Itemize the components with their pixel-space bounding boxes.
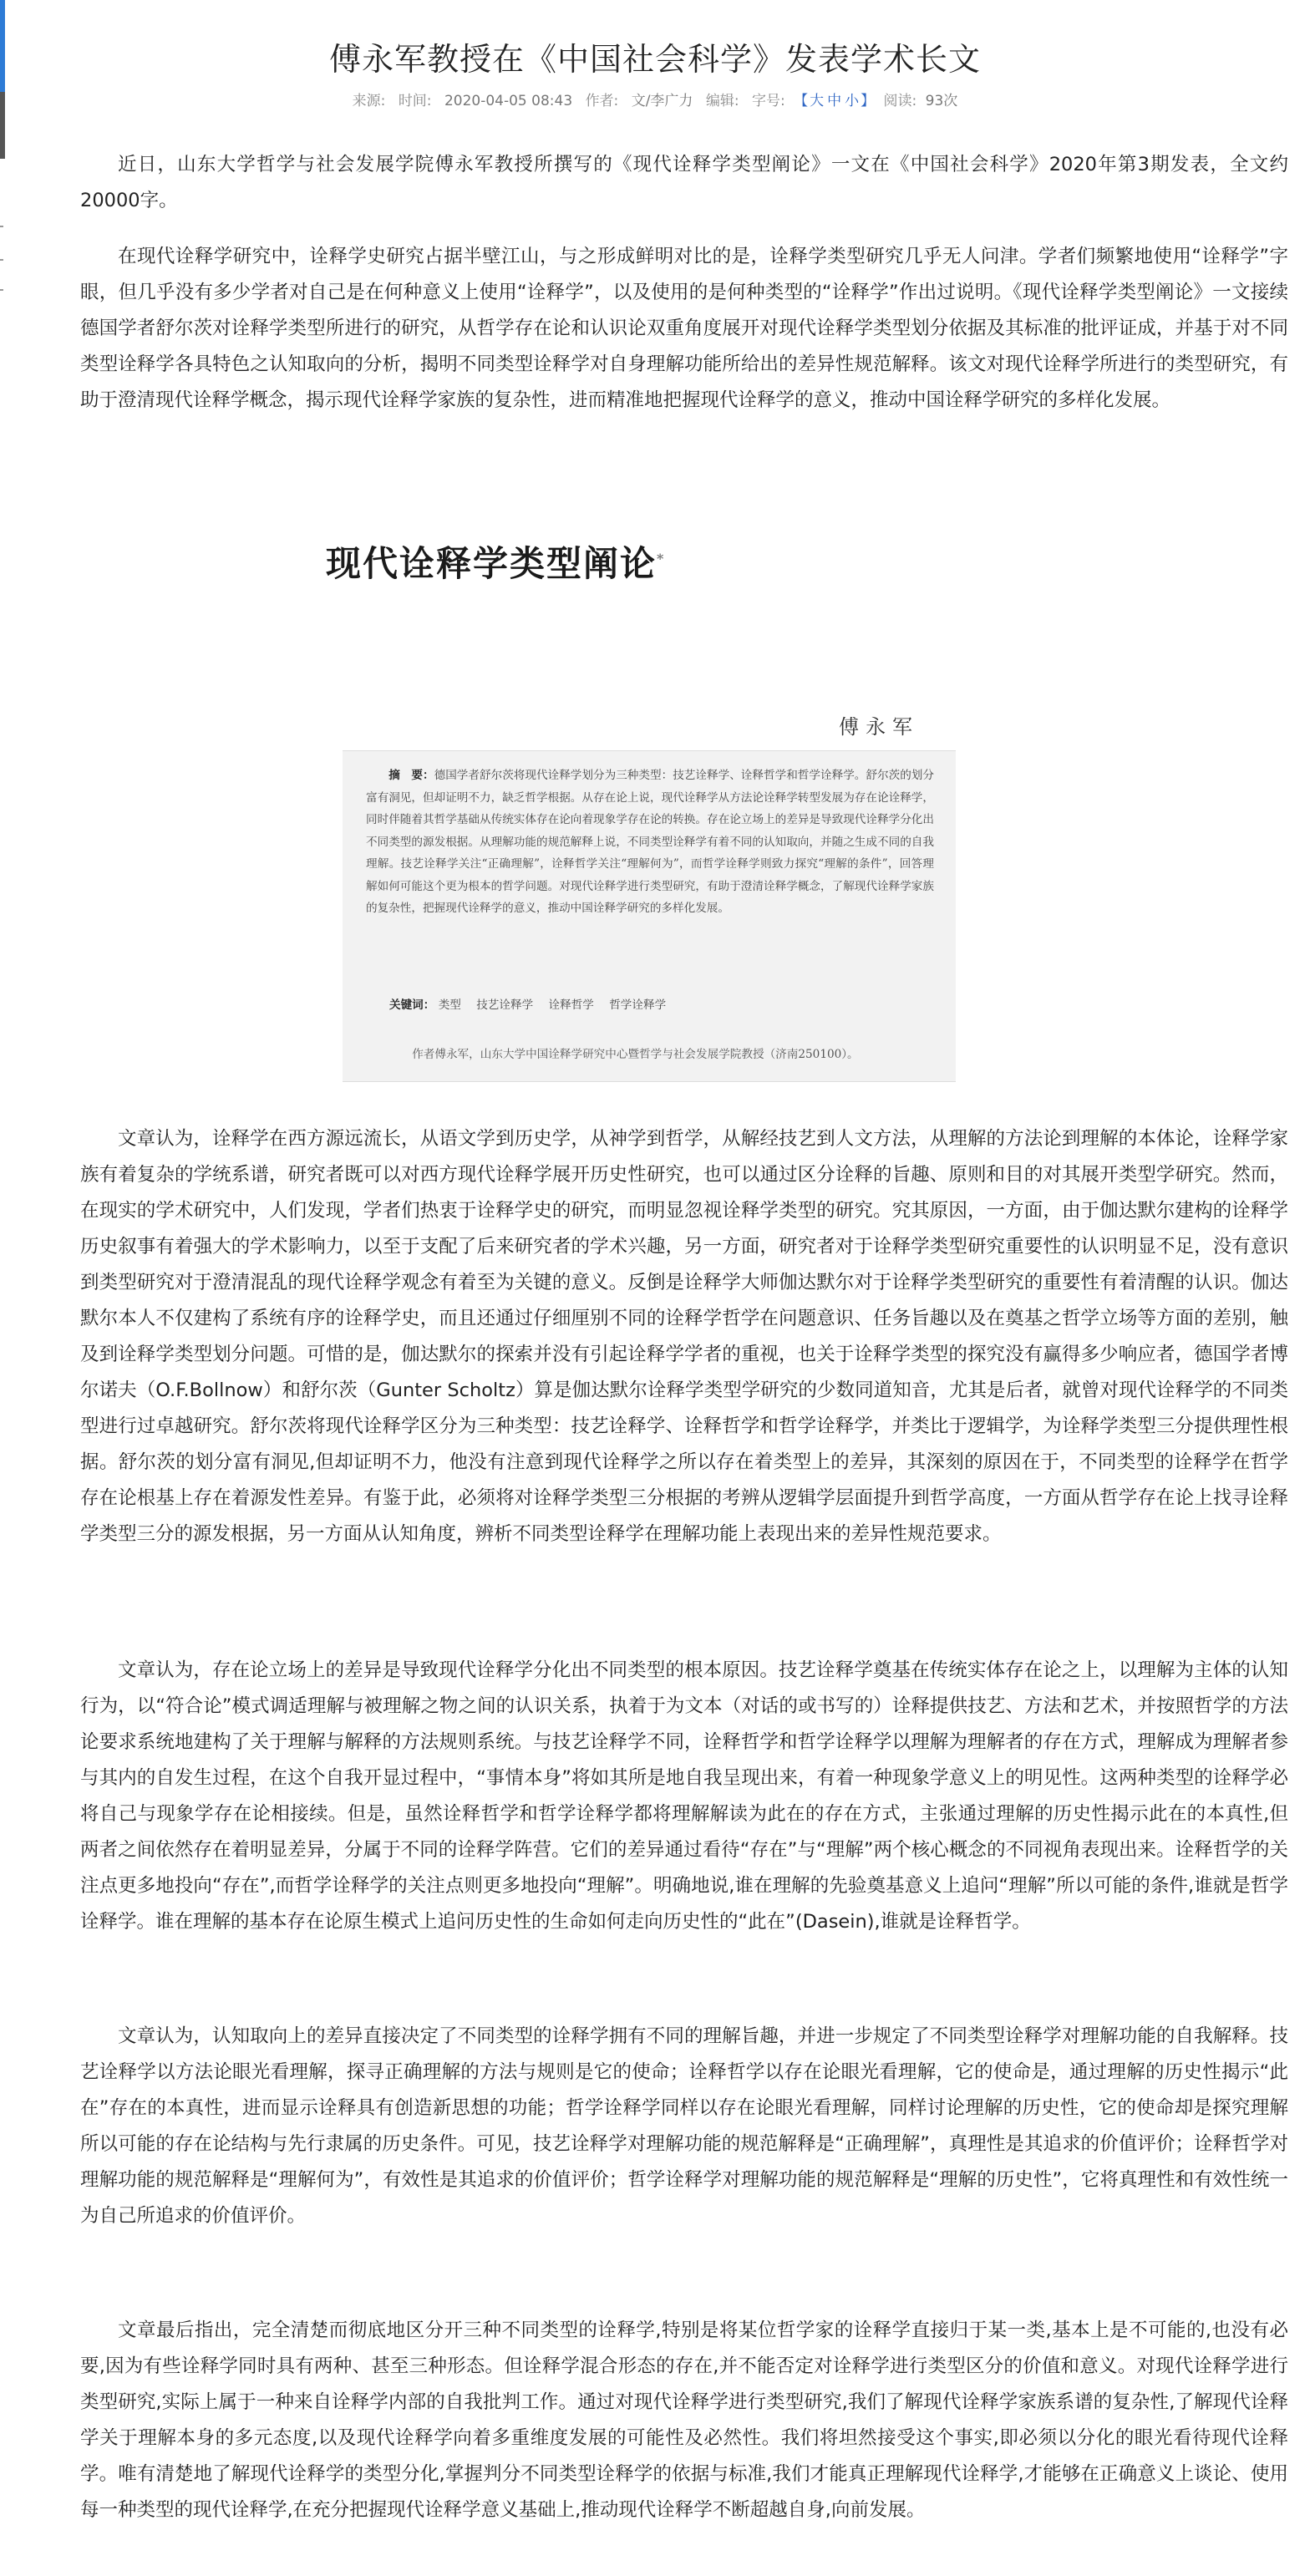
article-meta [0, 89, 1310, 109]
keyword: 诠释哲学 [548, 998, 594, 1012]
keyword: 哲学诠释学 [609, 998, 667, 1012]
editor-label: 编辑: [705, 93, 739, 109]
article-paragraph: 在现代诠释学研究中，诠释学史研究占据半壁江山，与之形成鲜明对比的是，诠释学类型研究几乎无人问津。学者们频繁地使用“诠释学”字眼，但几乎没有多少学者对自己是在何种意义上使用“诠释学”，以及使用的是何种类型的“诠释学”作出过说明。《现代诠释学类型阐论》一文接续德国学者舒尔茨对诠释学类型所进行的研究，从哲学存在论和认识论双重角度展开对现代诠释学类型划分依据及其标准的批评证成，并基于对不同类型诠释学各具特色之认知取向的分析，揭明不同类型诠释学对自身理解功能所给出的差异性规范解释。该文对现代诠释学所进行的类型研究，有助于澄清现代诠释学概念，揭示现代诠释学家族的复杂性，进而精准地把握现代诠释学的意义，推动中国诠释学研究的多样化发展。 [80, 246, 1288, 411]
paper-cover-image [312, 501, 989, 1086]
font-size-label: 字号: [751, 93, 785, 109]
font-size-small-link[interactable]: 小 [845, 93, 860, 109]
article-paragraph: 文章最后指出，完全清楚而彻底地区分开三种不同类型的诠释学,特别是将某位哲学家的诠释学直接归于某一类,基本上是不可能的,也没有必要,因为有些诠释学同时具有两种、甚至三种形态。但诠释学混合形态的存在,并不能否定对诠释学进行类型区分的价值和意义。对现代诠释学进行类型研究,实际上属于一种来自诠释学内部的自我批判工作。通过对现代诠释学进行类型研究,我们了解现代诠释学家族系谱的复杂性,了解现代诠释学关于理解本身的多元态度,以及现代诠释学向着多重维度发展的可能性及必然性。我们将坦然接受这个事实,即必须以分化的眼光看待现代诠释学。唯有清楚地了解现代诠释学的类型分化,掌握判分不同类型诠释学的依据与标准,我们才能真正理解现代诠释学,才能够在正确意义上谈论、使用每一种类型的现代诠释学,在充分把握现代诠释学意义基础上,推动现代诠释学不断超越自身,向前发展。 [80, 2319, 1288, 2521]
font-size-medium-link[interactable]: 中 [827, 93, 842, 109]
article-paragraph: 文章认为，诠释学在西方源远流长，从语文学到历史学，从神学到哲学，从解经技艺到人文方法，从理解的方法论到理解的本体论，诠释学家族有着复杂的学统系谱，研究者既可以对西方现代诠释学展开历史性研究，也可以通过区分诠释的旨趣、原则和目的对其展开类型学研究。然而，在现实的学术研究中，人们发现，学者们热衷于诠释学史的研究，而明显忽视诠释学类型的研究。究其原因，一方面，由于伽达默尔建构的诠释学历史叙事有着强大的学术影响力，以至于支配了后来研究者的学术兴趣，另一方面，研究者对于诠释学类型研究重要性的认识明显不足，没有意识到类型研究对于澄清混乱的现代诠释学观念有着至为关键的意义。反倒是诠释学大师伽达默尔对于诠释学类型研究的重要性有着清醒的认识。伽达默尔本人不仅建构了系统有序的诠释学史，而且还通过仔细厘别不同的诠释学哲学在问题意识、任务旨趣以及在奠基之哲学立场等方面的差别，触及到诠释学类型划分问题。可惜的是，伽达默尔的探索并没有引起诠释学学者的重视，也关于诠释学类型的探究没有赢得多少响应者，德国学者博尔诺夫（O.F.Bollnow）和舒尔茨（Gunter Scholtz）算是伽达默尔诠释学类型学研究的少数同道知音，尤其是后者，就曾对现代诠释学的不同类型进行过卓越研究。舒尔茨将现代诠释学区分为三种类型：技艺诠释学、诠释哲学和哲学诠释学，并类比于逻辑学，为诠释学类型三分提供理性根据。舒尔茨的划分富有洞见,但却证明不力，他没有注意到现代诠释学之所以存在着类型上的差异，其深刻的原因在于，不同类型的诠释学在哲学存在论根基上存在着源发性差异。有鉴于此，必须将对诠释学类型三分根据的考辨从逻辑学层面提升到哲学高度，一方面从哲学存在论上找寻诠释学类型三分的源发根据，另一方面从认知角度，辨析不同类型诠释学在理解功能上表现出来的差异性规范要求。 [80, 1128, 1288, 1545]
keyword: 类型 [438, 998, 461, 1012]
font-size-large-link[interactable]: 大 [810, 93, 825, 109]
article-paragraph: 文章认为，认知取向上的差异直接决定了不同类型的诠释学拥有不同的理解旨趣，并进一步规定了不同类型诠释学对理解功能的自我解释。技艺诠释学以方法论眼光看理解，探寻正确理解的方法与规则是它的使命；诠释哲学以存在论眼光看理解，它的使命是，通过理解的历史性揭示“此在”存在的本真性，进而显示诠释具有创造新思想的功能；哲学诠释学同样以存在论眼光看理解，同样讨论理解的历史性，它的使命却是探究理解所以可能的存在论结构与先行隶属的历史条件。可见，技艺诠释学对理解功能的规范解释是“正确理解”，真理性是其追求的价值评价；诠释哲学对理解功能的规范解释是“理解何为”，有效性是其追求的价值评价；哲学诠释学对理解功能的规范解释是“理解的历史性”，它将真理性和有效性统一为自己所追求的价值评价。 [80, 2025, 1288, 2227]
paper-abstract: 摘 要：德国学者舒尔茨将现代诠释学划分为三种类型：技艺诠释学、诠释哲学和哲学诠释学。舒尔茨的划分富有洞见，但却证明不力，缺乏哲学根据。从存在论上说，现代诠释学从方法论诠释学转型发展为存在论诠释学，同时伴随着其哲学基础从传统实体存在论向着现象学存在论的转换。存在论立场上的差异是导致现代诠释学分化出不同类型的源发根据。从理解功能的规范解释上说，不同类型诠释学有着不同的认知取向，并随之生成不同的自我理解。技艺诠释学关注“正确理解”，诠释哲学关注“理解何为”，而哲学诠释学则致力探究“理解的条件”，回答理解如何可能这个更为根本的哲学问题。对现代诠释学进行类型研究，有助于澄清诠释学概念，了解现代诠释学家族的复杂性，把握现代诠释学的意义，推动中国诠释学研究的多样化发展。 [366, 769, 935, 915]
font-size-controls: 【 大 中 小 】 [794, 93, 876, 109]
author-label: 作者: [585, 93, 619, 109]
paper-keywords: 关键词： 类型 技艺诠释学 诠释哲学 哲学诠释学 [389, 998, 667, 1012]
keyword: 技艺诠释学 [476, 998, 534, 1012]
source-label: 来源: [352, 93, 386, 109]
time-value: 2020-04-05 08:43 [444, 93, 573, 109]
paper-affiliation: 作者傅永军，山东大学中国诠释学研究中心暨哲学与社会发展学院教授（济南250100）。 [412, 1048, 859, 1061]
article-title: 傅永军教授在《中国社会科学》发表学术长文 [328, 41, 981, 78]
paper-title: 现代诠释学类型阐论* [326, 543, 666, 584]
author-value: 文/李广力 [631, 93, 693, 109]
article-paragraph: 近日，山东大学哲学与社会发展学院傅永军教授所撰写的《现代诠释学类型阐论》一文在《中国社会科学》2020年第3期发表，全文约20000字。 [80, 154, 1288, 211]
views-label: 阅读: [883, 93, 917, 109]
paper-author: 傅永军 [839, 715, 919, 739]
article-paragraph: 文章认为，存在论立场上的差异是导致现代诠释学分化出不同类型的根本原因。技艺诠释学奠基在传统实体存在论之上，以理解为主体的认知行为，以“符合论”模式调适理解与被理解之物之间的认识关系，执着于为文本（对话的或书写的）诠释提供技艺、方法和艺术，并按照哲学的方法论要求系统地建构了关于理解与解释的方法规则系统。与技艺诠释学不同，诠释哲学和哲学诠释学以理解为理解者的存在方式，理解成为理解者参与其内的自发生过程，在这个自我开显过程中，“事情本身”将如其所是地自我呈现出来，有着一种现象学意义上的明见性。这两种类型的诠释学必将自己与现象学存在论相接续。但是，虽然诠释哲学和哲学诠释学都将理解解读为此在的存在方式，主张通过理解的历史性揭示此在的本真性,但两者之间依然存在着明显差异，分属于不同的诠释学阵营。它们的差异通过看待“存在”与“理解”两个核心概念的不同视角表现出来。诠释哲学的关注点更多地投向“存在”,而哲学诠释学的关注点则更多地投向“理解”。明确地说,谁在理解的先验奠基意义上追问“理解”所以可能的条件,谁就是哲学诠释学。谁在理解的基本存在论原生模式上追问历史性的生命如何走向历史性的“此在”(Dasein),谁就是诠释哲学。 [80, 1659, 1288, 1933]
views-value: 93次 [925, 93, 958, 109]
time-label: 时间: [398, 93, 432, 109]
paper-abstract-panel [343, 750, 956, 1082]
